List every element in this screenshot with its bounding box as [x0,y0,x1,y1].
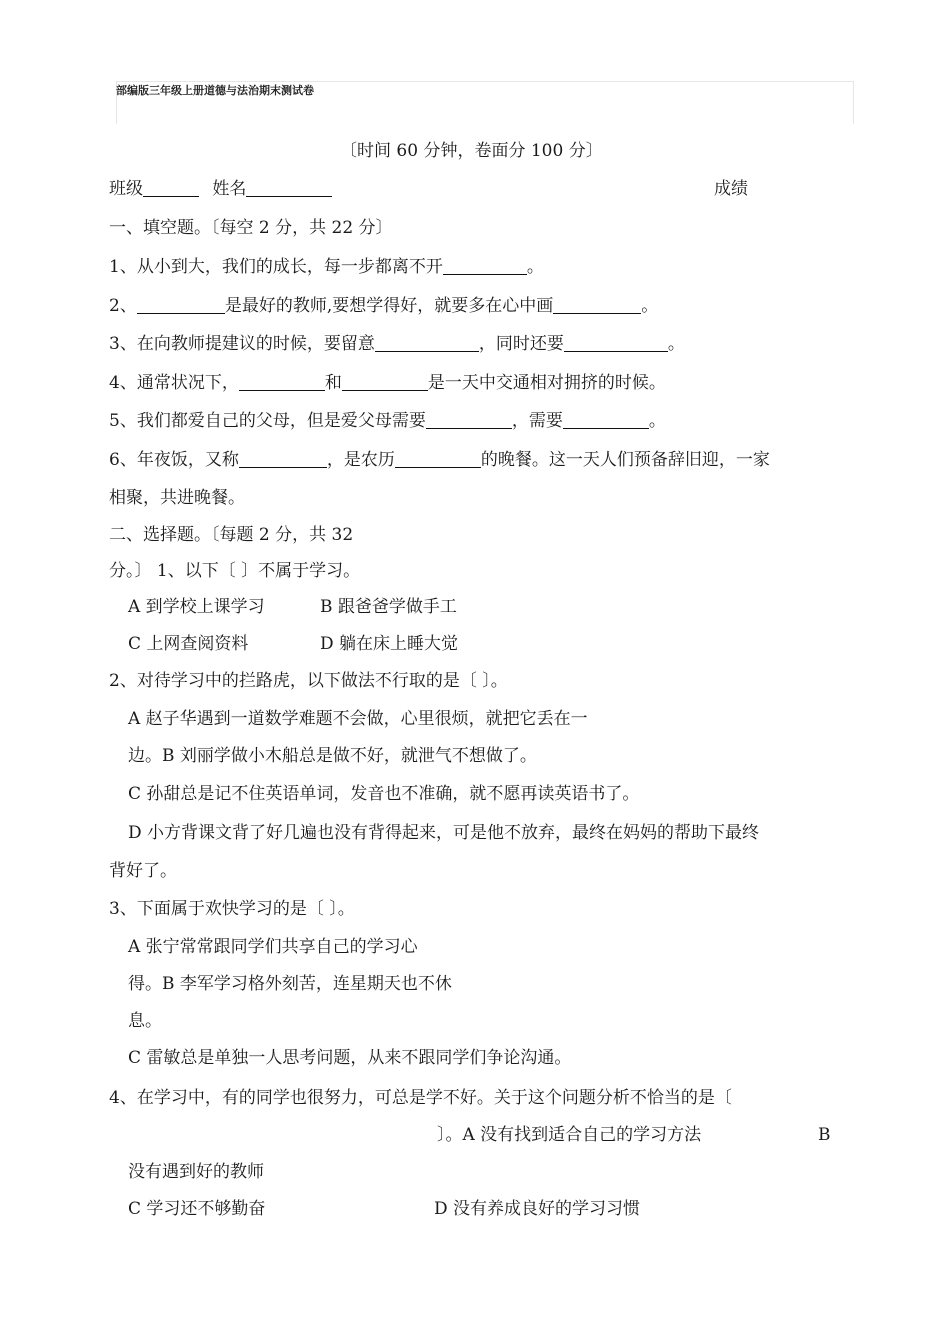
name-label: 姓名 [212,179,247,199]
q2-1-option-d: D 躺在床上睡大觉 [320,634,459,654]
question-1-6 [109,449,770,471]
score-label: 成绩 [714,179,748,199]
q2-3-option-b-cont: 息。 [128,1011,162,1031]
q2-3-option-b: 得。B 李军学习格外刻苦，连星期天也不休 [128,974,452,994]
name-blank[interactable] [246,178,332,197]
q-text: ，是农历 [326,450,395,470]
answer-blank[interactable] [137,295,225,314]
q2-2-option-d: D 小方背课文背了好几遍也没有背得起来，可是他不放弃，最终在妈妈的帮助下最终 [128,823,760,843]
q2-4-option-a: 〕。A 没有找到适合自己的学习方法 [437,1125,702,1145]
exam-info: 〔时间 60 分钟，卷面分 100 分〕 [340,141,603,161]
q-text: 6、年夜饭，又称 [109,450,239,470]
answer-blank[interactable] [239,372,325,391]
q2-4-option-b: 没有遇到好的教师 [128,1162,264,1182]
q2-4-stem: 4、在学习中，有的同学也很努力，可总是学不好。关于这个问题分析不恰当的是〔 [109,1088,732,1108]
q-text: 3、在向教师提建议的时候，要留意 [109,334,375,354]
question-1-3 [109,333,685,355]
q2-2-option-d-cont: 背好了。 [109,861,177,881]
question-1-5 [109,410,666,432]
answer-blank[interactable] [395,449,481,468]
q2-3-option-c: C 雷敏总是单独一人思考问题，从来不跟同学们争论沟通。 [128,1048,572,1068]
q2-2-option-b: 边。B 刘丽学做小木船总是做不好，就泄气不想做了。 [128,746,537,766]
q-text: 是最好的教师,要想学得好，就要多在心中画 [224,296,554,316]
class-label: 班级 [109,179,143,199]
q-text: ，同时还要 [478,334,564,354]
q-text: 的晚餐。这一天人们预备辞旧迎，一家 [480,450,770,470]
q-text: 2、 [109,296,137,316]
q-text: 5、我们都爱自己的父母，但是爱父母需要 [109,411,426,431]
question-1-1 [109,256,544,278]
q-text: 。 [648,411,666,431]
q2-4-option-d: D 没有养成良好的学习习惯 [434,1199,641,1219]
q2-4-option-c: C 学习还不够勤奋 [128,1199,266,1219]
q-text: 。 [667,334,685,354]
class-blank[interactable] [143,178,199,197]
answer-blank[interactable] [553,295,641,314]
answer-blank[interactable] [563,410,649,429]
answer-blank[interactable] [239,449,327,468]
q2-3-stem: 3、下面属于欢快学习的是〔 〕。 [109,899,355,919]
q2-2-option-a: A 赵子华遇到一道数学难题不会做，心里很烦，就把它丢在一 [128,709,588,729]
q2-3-option-a: A 张宁常常跟同学们共享自己的学习心 [128,937,418,957]
q2-4-option-b-letter: B [818,1125,831,1145]
section2-title-cont: 分。〕 1、以下〔 〕不属于学习。 [109,561,361,581]
answer-blank[interactable] [564,333,668,352]
question-1-4 [109,372,666,394]
section2-title: 二、选择题。〔每题 2 分，共 32 [109,525,354,545]
q-text: 和 [324,373,342,393]
answer-blank[interactable] [342,372,428,391]
question-1-2 [109,295,658,317]
q2-1-option-b: B 跟爸爸学做手工 [320,597,457,617]
answer-blank[interactable] [443,256,527,275]
section1-title: 一、填空题。〔每空 2 分，共 22 分〕 [109,218,393,238]
q-text: 4、通常状况下， [109,373,239,393]
q2-2-stem: 2、对待学习中的拦路虎，以下做法不行取的是〔 〕。 [109,671,508,691]
question-1-6-cont: 相聚，共进晚餐。 [109,488,245,508]
student-info-row [109,178,332,200]
q-text: 1、从小到大，我们的成长，每一步都离不开 [109,257,443,277]
answer-blank[interactable] [426,410,512,429]
q-text: 。 [526,257,544,277]
q2-2-option-c: C 孙甜总是记不住英语单词，发音也不准确，就不愿再读英语书了。 [128,784,640,804]
answer-blank[interactable] [375,333,479,352]
q-text: 是一天中交通相对拥挤的时候。 [427,373,666,393]
q2-1-option-c: C 上网查阅资料 [128,634,249,654]
q2-1-option-a: A 到学校上课学习 [128,597,265,617]
page-header-title: 部编版三年级上册道德与法治期末测试卷 [116,84,314,97]
q-text: ，需要 [511,411,563,431]
q-text: 。 [641,296,659,316]
